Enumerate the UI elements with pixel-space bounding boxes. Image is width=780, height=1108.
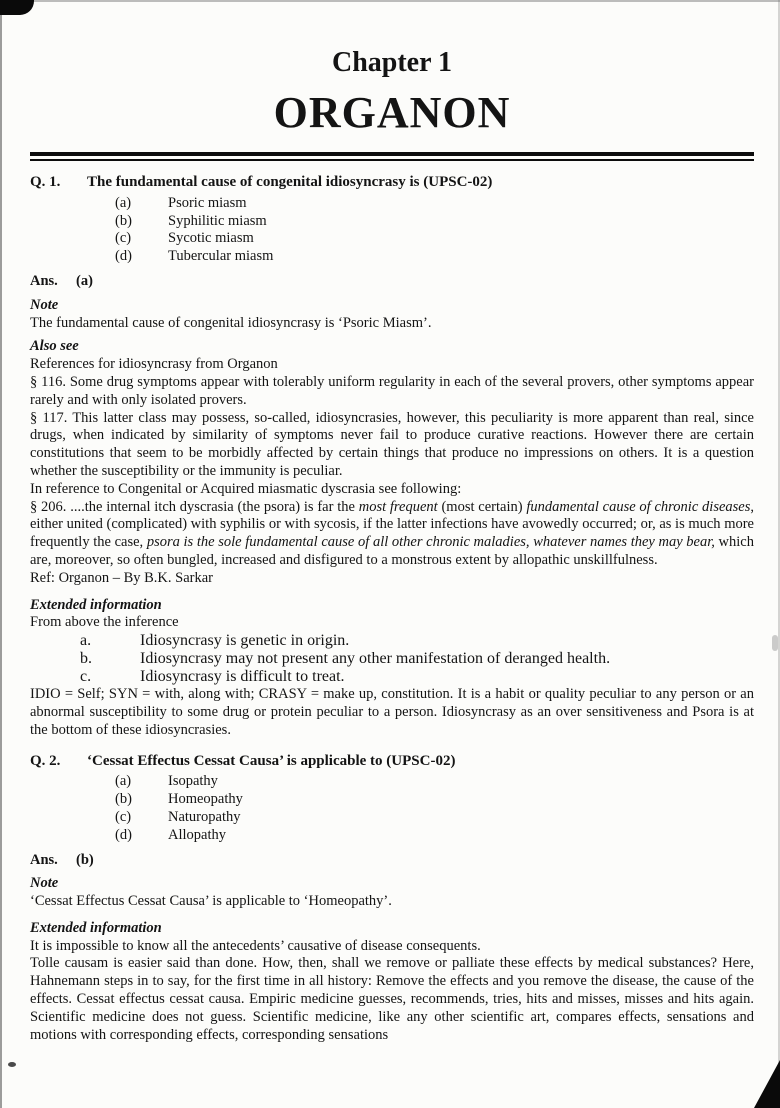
option-key: (d) (115, 248, 132, 265)
question-2-option-d (30, 827, 754, 845)
question-2-option-b (30, 791, 754, 809)
question-2-heading (30, 753, 754, 771)
scan-artifact-speck (8, 1062, 16, 1067)
section-divider (30, 152, 754, 161)
option-key: (b) (115, 212, 132, 229)
text-segment-italic: psora is the sole fundamental cause of all other chronic maladies, whatever names they may bear, (146, 534, 715, 551)
scan-edge-left (0, 0, 2, 1108)
extended-paragraph: It is impossible to know all the antecedents’ causative of disease consequents. (30, 937, 481, 954)
note-label: Note (30, 296, 59, 313)
option-key: (a) (115, 194, 132, 211)
answer-value: (a) (76, 272, 93, 289)
question-1-heading (30, 174, 754, 192)
text-segment: , either united (complicated) with syphilis or with sycosis, if the latter infections have avowedly occurred; or, as is much more frequently the case, (30, 498, 754, 551)
extended-information-label: Extended information (30, 919, 162, 936)
also-see-label: Also see (30, 338, 79, 355)
text-segment: § 206. ....the internal itch dyscrasia (the psora) is far the (30, 498, 359, 515)
inference-key: a. (80, 632, 92, 650)
option-text: Naturopathy (168, 808, 241, 825)
paragraph-206 (30, 499, 754, 570)
paragraph-116: § 116. Some drug symptoms appear with tolerably uniform regularity in each of the several provers, other symptoms appear rarely and with only isolated provers. (30, 373, 754, 408)
inference-text: Idiosyncrasy is difficult to treat. (140, 668, 345, 686)
inference-key: c. (80, 668, 92, 686)
option-text: Isopathy (168, 773, 218, 790)
scan-edge-top (0, 0, 780, 2)
answer-label: Ans. (30, 851, 58, 868)
extended-information-label: Extended information (30, 596, 162, 613)
question-1-number: Q. 1. (30, 174, 61, 190)
scan-artifact-top-left (0, 0, 34, 15)
extended-intro: From above the inference (30, 614, 179, 631)
question-1-option-b (30, 213, 754, 231)
text-segment-italic: fundamental cause of chronic diseases (526, 498, 751, 515)
note-text: The fundamental cause of congenital idiosyncrasy is ‘Psoric Miasm’. (30, 314, 432, 331)
inference-key: b. (80, 650, 92, 668)
option-text: Homeopathy (168, 791, 243, 808)
reference-intro-line: In reference to Congenital or Acquired miasmatic dyscrasia see following: (30, 480, 462, 497)
also-see-line: References for idiosyncrasy from Organon (30, 356, 278, 373)
option-text: Tubercular miasm (168, 248, 274, 265)
inference-b (30, 650, 754, 668)
option-key: (c) (115, 230, 132, 247)
question-1-text: The fundamental cause of congenital idiosyncrasy is (UPSC-02) (87, 174, 493, 190)
answer-label: Ans. (30, 272, 58, 289)
idio-paragraph: IDIO = Self; SYN = with, along with; CRASY = make up, constitution. It is a habit or quality peculiar to any person or an abnormal susceptibility to some drug or protein peculiar to a person. Idiosyncrasy as an over sensitiveness and Psora is at the bottom of these idiosyncrasies. (30, 686, 754, 738)
scan-artifact-smudge (772, 635, 778, 651)
inference-a (30, 632, 754, 650)
option-text: Psoric miasm (168, 194, 247, 211)
option-key: (c) (115, 808, 132, 825)
question-1-option-a (30, 195, 754, 213)
inference-text: Idiosyncrasy is genetic in origin. (140, 632, 350, 650)
option-key: (a) (115, 773, 132, 790)
page-content (30, 46, 754, 1044)
text-segment: (most certain) (437, 498, 527, 515)
text-segment-italic: most frequent (358, 498, 438, 515)
question-2-option-c (30, 809, 754, 827)
answer-value: (b) (76, 851, 94, 868)
text-segment: which are, moreover, so often bungled, increased and disfigured to a monstrous extent by allopathic unskillfulness. (30, 534, 754, 568)
paragraph-117: § 117. This latter class may possess, so-called, idiosyncrasies, however, this peculiarity is more apparent than real, since drugs, when indicated by similarity of symptoms never fail to produce curative reactions. However there are certain constitutions that seem to be morbidly affected by certain things that produce no impressions on others. It is a question whether the susceptibility or the immunity is peculiar. (30, 409, 754, 479)
option-key: (d) (115, 826, 132, 843)
option-key: (b) (115, 791, 132, 808)
question-2-answer (30, 852, 754, 870)
question-1-option-d (30, 248, 754, 266)
inference-text: Idiosyncrasy may not present any other manifestation of deranged health. (140, 650, 611, 668)
reference-line: Ref: Organon – By B.K. Sarkar (30, 569, 213, 586)
question-2-number: Q. 2. (30, 752, 61, 769)
chapter-heading: Chapter 1 (331, 47, 453, 78)
inference-c (30, 668, 754, 686)
extended-paragraph: Tolle causam is easier said than done. How, then, shall we remove or palliate these effects by medical substances? Here, Hahnemann steps in to say, for the first time in all history: Remove the effects and you remove the disease, the cause of the effects. Cessat effectus cessat causa. Empiric medicine guesses, recommends, tries, hits and misses, misses and hits again. Scientific medicine does not guess. Scientific medicine, like any other scientific art, compares effects, sensations and motions with corresponding effects, corresponding sensations (30, 955, 754, 1043)
question-1-option-c (30, 230, 754, 248)
note-label: Note (30, 875, 59, 892)
note-text: ‘Cessat Effectus Cessat Causa’ is applicable to ‘Homeopathy’. (30, 893, 392, 910)
question-2-text: ‘Cessat Effectus Cessat Causa’ is applicable to (UPSC-02) (87, 752, 456, 769)
page-title: ORGANON (273, 88, 511, 137)
question-1-answer (30, 273, 754, 291)
option-text: Allopathy (168, 826, 226, 843)
option-text: Syphilitic miasm (168, 212, 267, 229)
option-text: Sycotic miasm (168, 230, 254, 247)
scan-artifact-bottom-right (754, 1060, 780, 1108)
question-2-option-a (30, 773, 754, 791)
